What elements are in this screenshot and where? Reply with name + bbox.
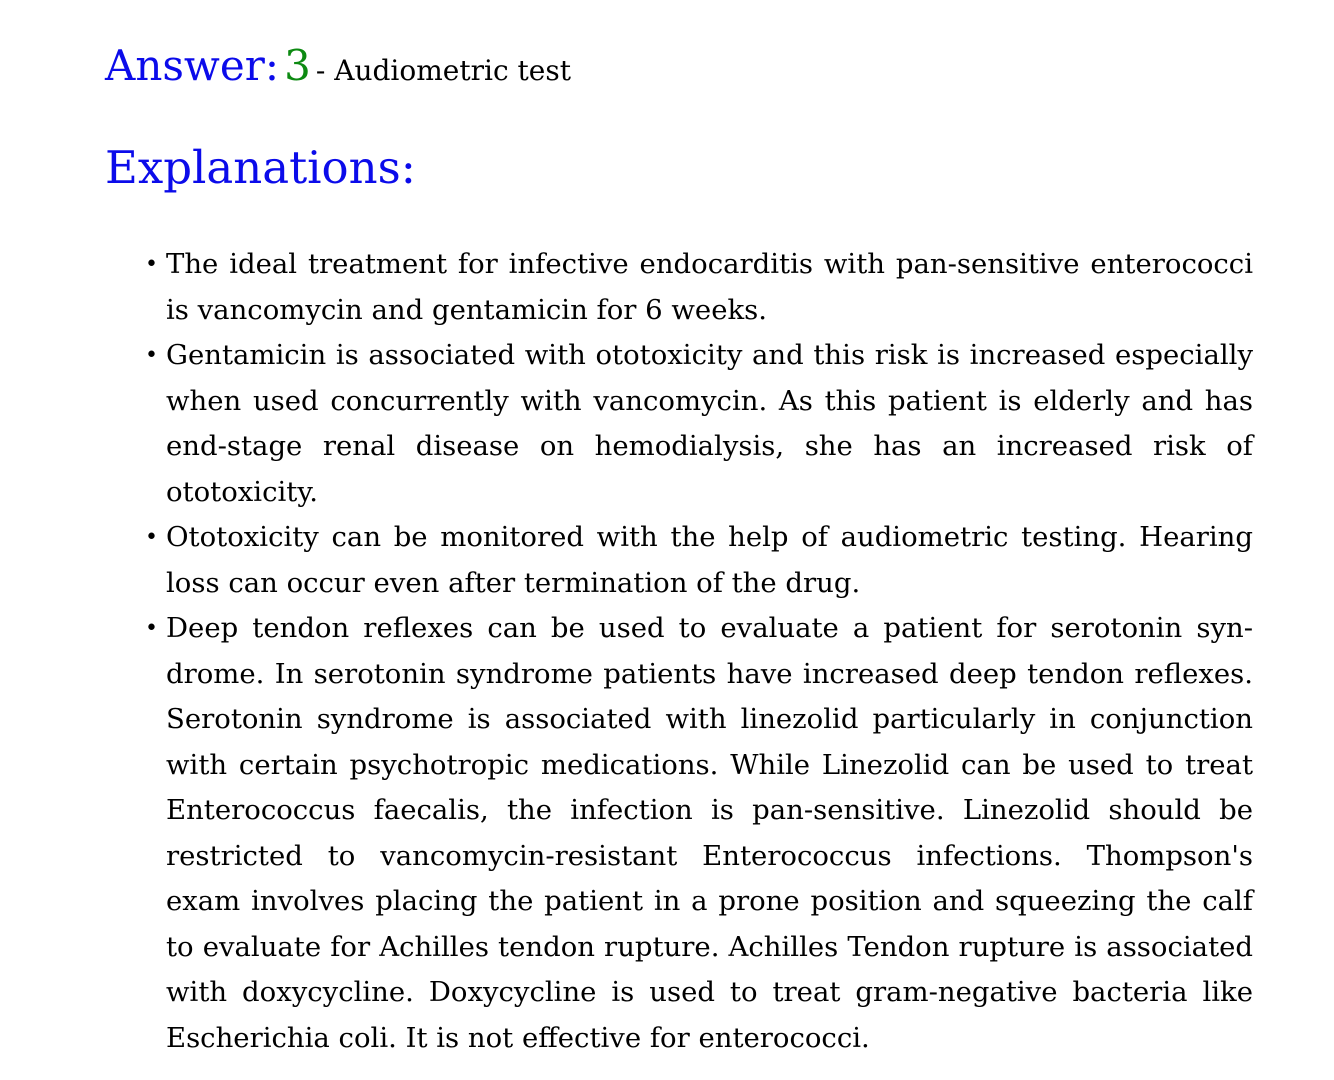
answer-line xyxy=(105,38,571,103)
explanation-item-other-options xyxy=(143,606,1253,1061)
answer-text: - Audiometric test xyxy=(315,54,571,87)
bullet-icon: • xyxy=(145,525,158,550)
explanation-item-treatment xyxy=(143,242,1253,333)
bullet-icon: • xyxy=(145,252,158,277)
answer-label: Answer: xyxy=(105,41,279,90)
explanation-item-gentamicin xyxy=(143,333,1253,515)
bullet-icon: • xyxy=(145,616,158,641)
explanation-list xyxy=(143,242,1253,1061)
explanation-item-ototoxicity xyxy=(143,515,1253,606)
explanation-text: Deep tendon reflexes can be used to evaluate a patient for serotonin syndrome. In serotonin syndrome patients have increased deep tendon reflexes. Serotonin syndrome is associated with linezolid particularly in conjunction with certain psychotropic medications. While Linezolid can be used to treat Enterococcus faecalis, the infection is pan-sensitive. Linezolid should be restricted to vancomycin-resistant Enterococcus infections. Thompson's exam involves placing the patient in a prone position and squeezing the calf to evaluate for Achilles tendon rupture. Achilles Tendon rupture is associated with doxycycline. Doxycycline is used to treat gram-negative bacteria like Escherichia coli. It is not effective for enterococci. xyxy=(166,612,1253,1054)
answer-number: 3 xyxy=(284,41,311,90)
explanation-text: Ototoxicity can be monitored with the help of audiometric testing. Hearing loss can occur even after termination of the drug. xyxy=(166,521,1253,599)
bullet-icon: • xyxy=(145,343,158,368)
explanations-heading: Explanations: xyxy=(105,141,416,194)
explanation-text: Gentamicin is associated with ototoxicity and this risk is increased especially when used concurrently with vancomycin. As this patient is elderly and has end-stage renal disease on hemodialysis, she has an increased risk of ototoxicity. xyxy=(166,339,1253,508)
explanation-text: The ideal treatment for infective endocarditis with pan-sensitive enterococci is vancomycin and gentamicin for 6 weeks. xyxy=(166,248,1253,326)
